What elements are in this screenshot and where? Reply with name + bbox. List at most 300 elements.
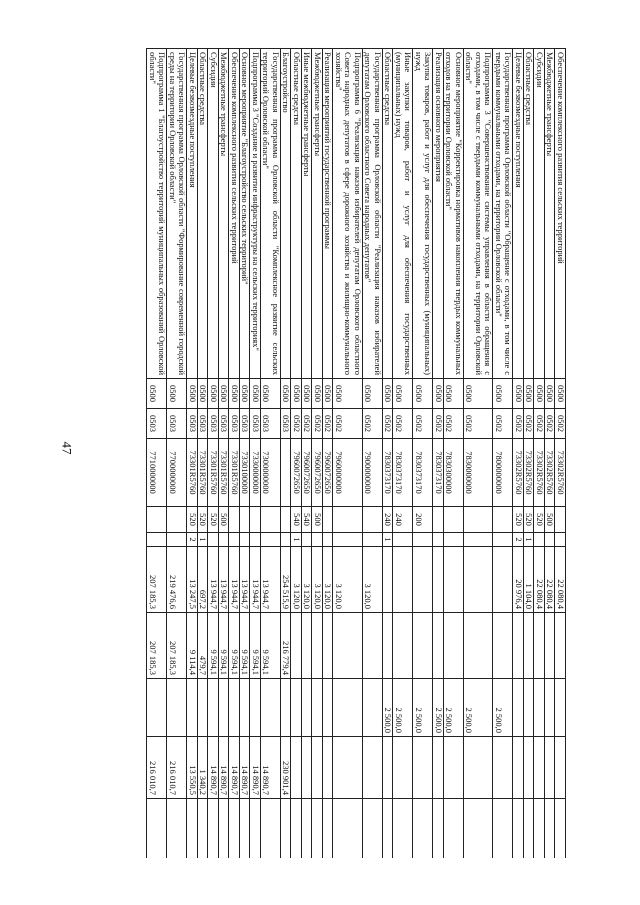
- cell-v1: 0500: [147, 379, 167, 409]
- cell-e: [291, 799, 302, 859]
- cell-c: 2 500,0: [433, 679, 444, 737]
- cell-d: 14 890,7: [219, 737, 230, 799]
- cell-e: [333, 799, 363, 859]
- cell-b: [513, 613, 524, 679]
- cell-x: [534, 533, 545, 547]
- cell-x: [250, 533, 261, 547]
- cell-v1: 0500: [323, 379, 334, 409]
- cell-a: 22 080,4: [534, 547, 545, 613]
- cell-v2: 0503: [147, 409, 167, 439]
- cell-name: Областные средства: [291, 49, 302, 379]
- cell-b: [363, 613, 383, 679]
- cell-a: 3 120,0: [291, 547, 302, 613]
- cell-d: 14 890,7: [240, 737, 251, 799]
- table-row: [433, 49, 444, 859]
- cell-name: Государственная программа Орловской области "Обращение с отходами, в том числе с твердыми коммунальными отходами, на территории Орловской области": [493, 49, 513, 379]
- table-row: [413, 49, 433, 859]
- cell-e: [363, 799, 383, 859]
- cell-a: 13 944,7: [219, 547, 230, 613]
- cell-v1: 0500: [261, 379, 281, 409]
- cell-b: [312, 613, 323, 679]
- cell-c: [545, 679, 556, 737]
- cell-b: 207 185,3: [167, 613, 187, 679]
- cell-csr: 73302R5760: [555, 439, 566, 507]
- cell-a: [444, 547, 464, 613]
- cell-vr: 520: [524, 507, 535, 533]
- cell-name: Обеспечение комплексного развития сельских территорий: [229, 49, 240, 379]
- cell-csr: 7830373170: [383, 439, 394, 507]
- cell-v1: 0500: [413, 379, 433, 409]
- cell-d: [555, 737, 566, 799]
- cell-d: [545, 737, 556, 799]
- cell-d: [383, 737, 394, 799]
- cell-v2: 0503: [240, 409, 251, 439]
- cell-vr: [333, 507, 363, 533]
- table-row: [323, 49, 334, 859]
- cell-c: [333, 679, 363, 737]
- cell-c: [363, 679, 383, 737]
- cell-b: [333, 613, 363, 679]
- cell-v1: 0500: [493, 379, 513, 409]
- cell-vr: 500: [312, 507, 323, 533]
- cell-b: 216 779,4: [281, 613, 292, 679]
- cell-e: [208, 799, 219, 859]
- cell-d: [534, 737, 545, 799]
- cell-v1: 0500: [393, 379, 413, 409]
- cell-name: Государственная программа Орловской области "Реализация наказов избирателей депутатам Орловского областного Совета народных депутатов": [363, 49, 383, 379]
- cell-name: Иные закупки товаров, работ и услуг для обеспечения государственных (муниципальных) нужд: [393, 49, 413, 379]
- cell-csr: 73301R5760: [208, 439, 219, 507]
- cell-x: [219, 533, 230, 547]
- cell-a: [413, 547, 433, 613]
- cell-csr: 73302R5760: [524, 439, 535, 507]
- cell-v1: 0500: [187, 379, 198, 409]
- cell-v1: 0500: [545, 379, 556, 409]
- cell-b: 207 185,3: [147, 613, 167, 679]
- cell-x: [312, 533, 323, 547]
- cell-e: [187, 799, 198, 859]
- cell-d: [493, 737, 513, 799]
- cell-c: [524, 679, 535, 737]
- cell-v2: 0502: [545, 409, 556, 439]
- cell-x: [147, 533, 167, 547]
- table-row: [240, 49, 251, 859]
- cell-v2: 0502: [513, 409, 524, 439]
- cell-c: [555, 679, 566, 737]
- cell-x: [555, 533, 566, 547]
- cell-csr: 73301R5760: [187, 439, 198, 507]
- cell-e: [229, 799, 240, 859]
- table-row: [393, 49, 413, 859]
- cell-e: [464, 799, 494, 859]
- table-row: [187, 49, 198, 859]
- cell-name: Подпрограмма 3 "Совершенствование системы управления в области обращения с отходами, в том числе с твердыми коммунальными отходами, на территории Орловской области": [464, 49, 494, 379]
- cell-c: [208, 679, 219, 737]
- table-row: [555, 49, 566, 859]
- cell-name: Целевые безвозмездные поступления: [513, 49, 524, 379]
- cell-d: [433, 737, 444, 799]
- cell-e: [302, 799, 313, 859]
- cell-csr: 7960072650: [302, 439, 313, 507]
- cell-v1: 0500: [333, 379, 363, 409]
- cell-name: Межбюджетные трансферты: [545, 49, 556, 379]
- cell-x: [545, 533, 556, 547]
- cell-v2: 0502: [444, 409, 464, 439]
- cell-c: [281, 679, 292, 737]
- cell-csr: 7830300000: [444, 439, 464, 507]
- cell-v2: 0502: [534, 409, 545, 439]
- cell-c: [187, 679, 198, 737]
- cell-x: 2: [513, 533, 524, 547]
- cell-x: [208, 533, 219, 547]
- table-row: [363, 49, 383, 859]
- cell-name: Областные средства: [383, 49, 394, 379]
- cell-e: [413, 799, 433, 859]
- cell-c: [312, 679, 323, 737]
- cell-v1: 0500: [524, 379, 535, 409]
- cell-c: [302, 679, 313, 737]
- table-row: [312, 49, 323, 859]
- cell-name: Подпрограмма 3 "Создание и развитие инфраструктуры на сельских территориях": [250, 49, 261, 379]
- table-row: [545, 49, 556, 859]
- cell-v1: 0500: [219, 379, 230, 409]
- cell-a: 1 104,0: [524, 547, 535, 613]
- cell-csr: 7710000000: [147, 439, 167, 507]
- table-row: [493, 49, 513, 859]
- cell-b: [291, 613, 302, 679]
- cell-x: [333, 533, 363, 547]
- table-row: [291, 49, 302, 859]
- cell-v2: 0502: [291, 409, 302, 439]
- cell-x: [433, 533, 444, 547]
- cell-csr: 7330100000: [240, 439, 251, 507]
- cell-v1: 0500: [555, 379, 566, 409]
- cell-v2: 0503: [219, 409, 230, 439]
- cell-vr: 520: [187, 507, 198, 533]
- cell-v1: 0500: [302, 379, 313, 409]
- cell-vr: [250, 507, 261, 533]
- cell-d: [393, 737, 413, 799]
- cell-x: [229, 533, 240, 547]
- cell-x: 1: [291, 533, 302, 547]
- cell-v2: 0503: [261, 409, 281, 439]
- cell-csr: 7960072650: [323, 439, 334, 507]
- cell-v1: 0500: [383, 379, 394, 409]
- cell-v2: 0502: [333, 409, 363, 439]
- cell-c: 2 500,0: [464, 679, 494, 737]
- cell-x: 2: [187, 533, 198, 547]
- cell-e: [167, 799, 187, 859]
- cell-a: [493, 547, 513, 613]
- cell-csr: 73302R5760: [534, 439, 545, 507]
- table-row: [534, 49, 545, 859]
- cell-name: Государственная программа Орловской области "Формирование современной городской среды на территории Орловской области": [167, 49, 187, 379]
- cell-vr: 520: [198, 507, 209, 533]
- budget-table: [147, 48, 567, 858]
- cell-v2: 0502: [393, 409, 413, 439]
- cell-vr: [444, 507, 464, 533]
- cell-e: [147, 799, 167, 859]
- cell-e: [444, 799, 464, 859]
- cell-b: 9 114,4: [187, 613, 198, 679]
- cell-b: [555, 613, 566, 679]
- cell-e: [281, 799, 292, 859]
- cell-x: [363, 533, 383, 547]
- cell-b: [413, 613, 433, 679]
- table-row: [524, 49, 535, 859]
- cell-a: [383, 547, 394, 613]
- cell-e: [219, 799, 230, 859]
- cell-name: Реализация мероприятий государственной программы: [323, 49, 334, 379]
- cell-c: [198, 679, 209, 737]
- cell-v1: 0500: [444, 379, 464, 409]
- cell-c: [534, 679, 545, 737]
- cell-vr: [363, 507, 383, 533]
- cell-v2: 0503: [187, 409, 198, 439]
- cell-name: Обеспечение комплексного развития сельских территорий: [555, 49, 566, 379]
- cell-csr: 7300000000: [261, 439, 281, 507]
- cell-a: 13 944,7: [240, 547, 251, 613]
- cell-vr: [147, 507, 167, 533]
- cell-csr: 73302R5760: [545, 439, 556, 507]
- cell-v2: 0503: [167, 409, 187, 439]
- cell-c: [261, 679, 281, 737]
- cell-v2: 0502: [312, 409, 323, 439]
- cell-v2: 0503: [198, 409, 209, 439]
- cell-d: [524, 737, 535, 799]
- cell-v2: 0502: [302, 409, 313, 439]
- cell-d: [413, 737, 433, 799]
- cell-csr: 7830373170: [413, 439, 433, 507]
- cell-vr: [493, 507, 513, 533]
- cell-b: 9 594,1: [240, 613, 251, 679]
- page-number: 47: [59, 441, 75, 455]
- cell-d: [323, 737, 334, 799]
- cell-d: [464, 737, 494, 799]
- cell-v1: 0500: [198, 379, 209, 409]
- cell-csr: 73301R5760: [229, 439, 240, 507]
- cell-c: [229, 679, 240, 737]
- budget-table-wrapper: [96, 48, 566, 858]
- cell-a: 3 120,0: [333, 547, 363, 613]
- cell-b: [433, 613, 444, 679]
- cell-x: 1: [524, 533, 535, 547]
- cell-v1: 0500: [312, 379, 323, 409]
- cell-b: [302, 613, 313, 679]
- cell-d: 230 901,4: [281, 737, 292, 799]
- cell-a: 3 120,0: [312, 547, 323, 613]
- cell-v1: 0500: [240, 379, 251, 409]
- cell-vr: 520: [208, 507, 219, 533]
- cell-e: [261, 799, 281, 859]
- cell-d: 14 890,7: [208, 737, 219, 799]
- table-row: [147, 49, 167, 859]
- cell-c: 2 500,0: [383, 679, 394, 737]
- cell-v2: 0502: [464, 409, 494, 439]
- cell-b: [524, 613, 535, 679]
- cell-name: Закупка товаров, работ и услуг для обеспечения государственных (муниципальных) нужд: [413, 49, 433, 379]
- cell-v2: 0502: [383, 409, 394, 439]
- cell-a: 219 476,6: [167, 547, 187, 613]
- cell-b: [393, 613, 413, 679]
- cell-b: 9 594,1: [219, 613, 230, 679]
- cell-x: [464, 533, 494, 547]
- table-row: [333, 49, 363, 859]
- cell-v2: 0502: [524, 409, 535, 439]
- cell-d: [513, 737, 524, 799]
- cell-v1: 0500: [250, 379, 261, 409]
- cell-c: [167, 679, 187, 737]
- cell-b: [464, 613, 494, 679]
- cell-name: Основное мероприятие "Корректировка нормативов накопления твердых коммунальных отходов на территории Орловской области": [444, 49, 464, 379]
- table-row: [219, 49, 230, 859]
- cell-d: [312, 737, 323, 799]
- cell-a: 20 976,4: [513, 547, 524, 613]
- cell-d: 1 340,2: [198, 737, 209, 799]
- cell-b: [323, 613, 334, 679]
- cell-d: 14 890,7: [229, 737, 240, 799]
- cell-b: 9 594,1: [250, 613, 261, 679]
- cell-name: Государственная программа Орловской области "Комплексное развитие сельских территорий Орловской области": [261, 49, 281, 379]
- cell-d: 14 890,7: [261, 737, 281, 799]
- cell-name: Целевые безвозмездные поступления: [187, 49, 198, 379]
- cell-csr: 73301R5760: [198, 439, 209, 507]
- cell-x: [323, 533, 334, 547]
- cell-d: 14 890,7: [250, 737, 261, 799]
- cell-e: [524, 799, 535, 859]
- cell-x: 1: [198, 533, 209, 547]
- cell-c: [513, 679, 524, 737]
- cell-vr: [240, 507, 251, 533]
- cell-v1: 0500: [513, 379, 524, 409]
- cell-v1: 0500: [464, 379, 494, 409]
- cell-b: [444, 613, 464, 679]
- cell-csr: 7830373170: [393, 439, 413, 507]
- cell-e: [198, 799, 209, 859]
- cell-vr: 500: [545, 507, 556, 533]
- cell-c: 2 500,0: [444, 679, 464, 737]
- cell-v1: 0500: [363, 379, 383, 409]
- cell-c: [219, 679, 230, 737]
- cell-name: Благоустройство: [281, 49, 292, 379]
- cell-d: [291, 737, 302, 799]
- cell-c: 2 500,0: [493, 679, 513, 737]
- cell-x: 1: [383, 533, 394, 547]
- cell-v1: 0500: [291, 379, 302, 409]
- rotated-page: [96, 48, 566, 858]
- cell-c: [323, 679, 334, 737]
- cell-x: [240, 533, 251, 547]
- cell-e: [513, 799, 524, 859]
- cell-d: [363, 737, 383, 799]
- cell-name: Субсидии: [534, 49, 545, 379]
- cell-c: [240, 679, 251, 737]
- cell-a: 3 120,0: [323, 547, 334, 613]
- cell-vr: [281, 507, 292, 533]
- cell-vr: [464, 507, 494, 533]
- cell-x: [393, 533, 413, 547]
- cell-c: [147, 679, 167, 737]
- cell-a: 3 120,0: [302, 547, 313, 613]
- cell-vr: 520: [513, 507, 524, 533]
- cell-e: [323, 799, 334, 859]
- cell-v1: 0500: [433, 379, 444, 409]
- cell-x: [444, 533, 464, 547]
- cell-c: 2 500,0: [393, 679, 413, 737]
- cell-b: [383, 613, 394, 679]
- cell-e: [534, 799, 545, 859]
- cell-v2: 0502: [413, 409, 433, 439]
- cell-a: 13 944,7: [261, 547, 281, 613]
- cell-e: [393, 799, 413, 859]
- cell-d: 13 550,5: [187, 737, 198, 799]
- cell-b: 9 594,1: [261, 613, 281, 679]
- cell-x: [493, 533, 513, 547]
- table-row: [229, 49, 240, 859]
- cell-a: [433, 547, 444, 613]
- cell-d: 216 010,7: [167, 737, 187, 799]
- cell-d: [333, 737, 363, 799]
- cell-csr: 73301R5760: [219, 439, 230, 507]
- cell-csr: 7800000000: [493, 439, 513, 507]
- cell-vr: [555, 507, 566, 533]
- cell-b: 9 594,1: [208, 613, 219, 679]
- cell-vr: 540: [291, 507, 302, 533]
- cell-vr: [167, 507, 187, 533]
- cell-csr: 7830373170: [433, 439, 444, 507]
- cell-e: [545, 799, 556, 859]
- cell-e: [383, 799, 394, 859]
- table-row: [383, 49, 394, 859]
- cell-v2: 0502: [363, 409, 383, 439]
- cell-name: Субсидии: [208, 49, 219, 379]
- cell-vr: [229, 507, 240, 533]
- cell-vr: 240: [393, 507, 413, 533]
- table-row: [208, 49, 219, 859]
- cell-e: [493, 799, 513, 859]
- cell-x: [167, 533, 187, 547]
- cell-b: [545, 613, 556, 679]
- cell-name: Межбюджетные трансферты: [312, 49, 323, 379]
- cell-csr: 7330000000: [250, 439, 261, 507]
- cell-x: [281, 533, 292, 547]
- cell-a: 254 515,9: [281, 547, 292, 613]
- cell-b: [534, 613, 545, 679]
- cell-a: 13 247,5: [187, 547, 198, 613]
- cell-csr: 7900000000: [363, 439, 383, 507]
- cell-vr: 500: [219, 507, 230, 533]
- table-row: [444, 49, 464, 859]
- cell-csr: 7960072650: [291, 439, 302, 507]
- cell-csr: 73302R5760: [513, 439, 524, 507]
- cell-vr: 200: [413, 507, 433, 533]
- cell-x: [413, 533, 433, 547]
- cell-a: [464, 547, 494, 613]
- table-row: [250, 49, 261, 859]
- cell-csr: 7830000000: [464, 439, 494, 507]
- cell-c: [291, 679, 302, 737]
- cell-v2: 0503: [208, 409, 219, 439]
- cell-name: Иные межбюджетные трансферты: [302, 49, 313, 379]
- cell-name: Областные средства: [198, 49, 209, 379]
- table-row: [513, 49, 524, 859]
- cell-csr: 7960000000: [333, 439, 363, 507]
- cell-a: 207 185,3: [147, 547, 167, 613]
- cell-x: [302, 533, 313, 547]
- cell-vr: 520: [534, 507, 545, 533]
- cell-c: 2 500,0: [413, 679, 433, 737]
- cell-a: 22 080,4: [555, 547, 566, 613]
